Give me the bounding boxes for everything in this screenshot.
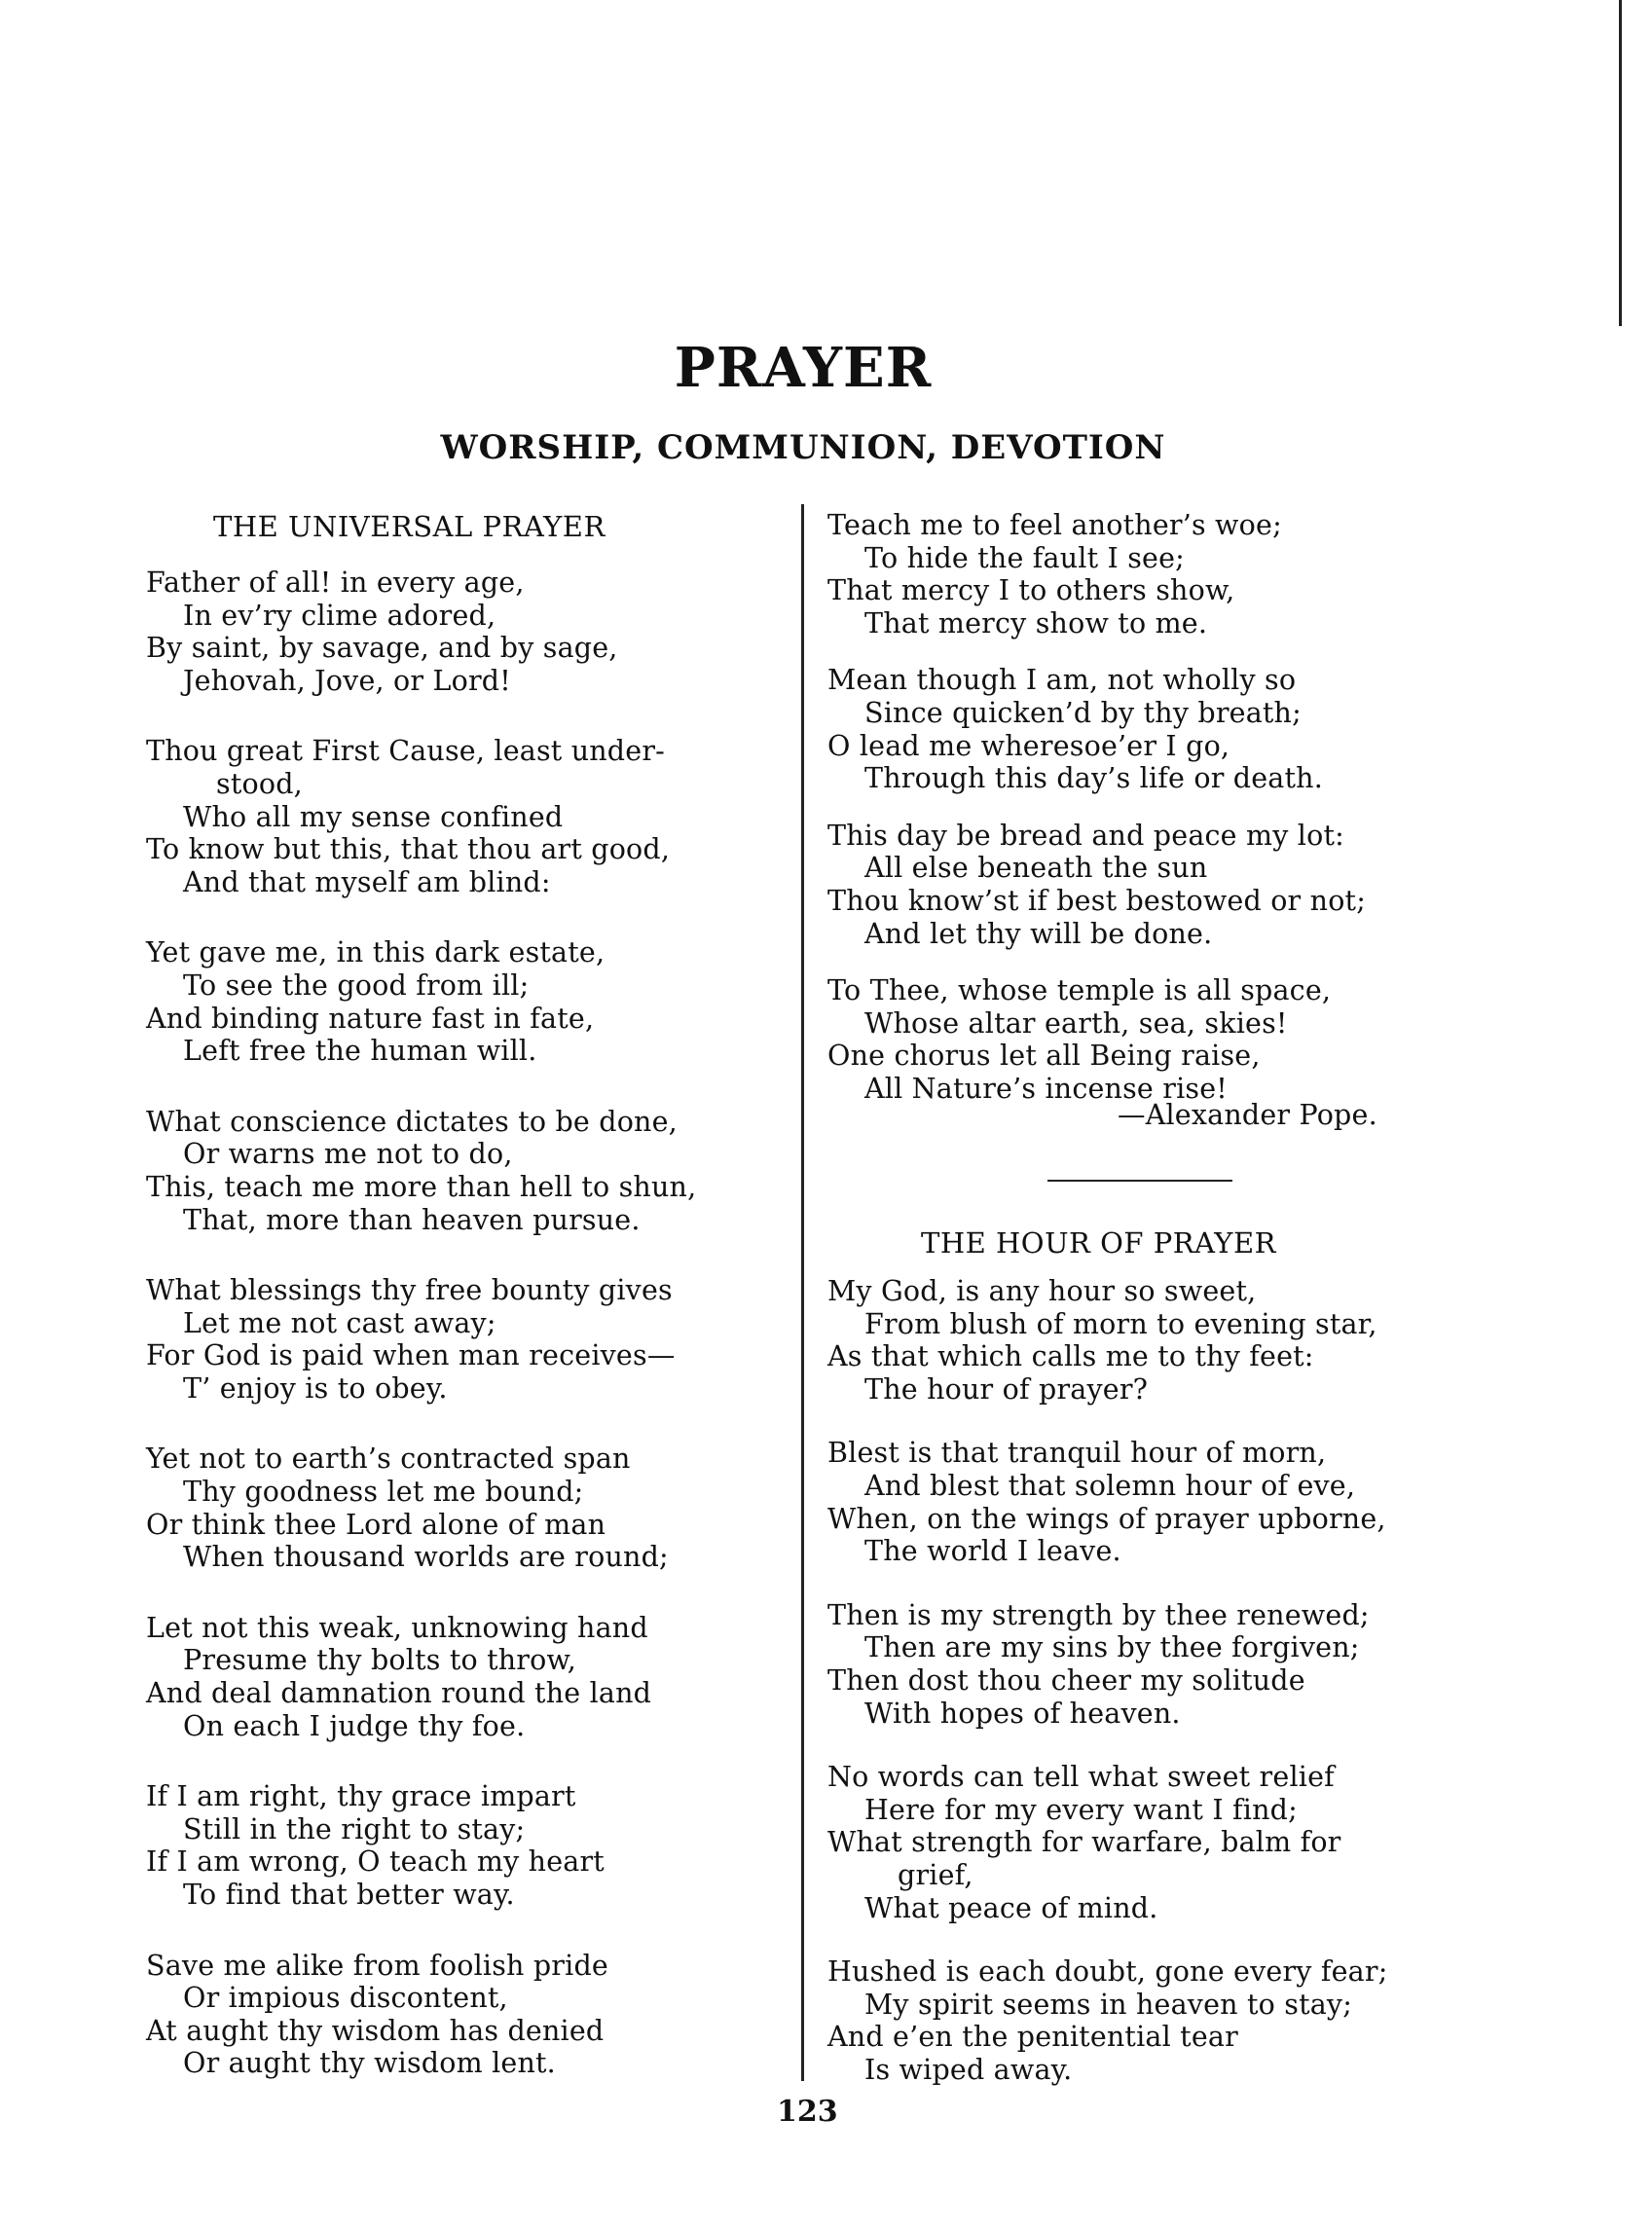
verse-line: Left free the human will. (183, 1035, 537, 1068)
verse-line: Or think thee Lord alone of man (146, 1508, 606, 1541)
verse-line: Or warns me not to do, (183, 1138, 513, 1171)
verse-line: By saint, by savage, and by sage, (146, 632, 618, 665)
verse-line: What strength for warfare, balm for (827, 1826, 1341, 1859)
verse-line: Jehovah, Jove, or Lord! (183, 664, 511, 697)
verse-line: And binding nature fast in fate, (146, 1002, 595, 1035)
verse-line: Yet gave me, in this dark estate, (146, 936, 606, 969)
stanza (146, 1950, 696, 2080)
scan-edge-line (1619, 0, 1622, 326)
verse-line: That, more than heaven pursue. (183, 1203, 641, 1236)
verse-line: If I am right, thy grace impart (146, 1780, 576, 1813)
verse-line: My spirit seems in heaven to stay; (864, 1988, 1353, 2021)
verse-line: Then dost thou cheer my solitude (827, 1663, 1305, 1697)
stanza (827, 820, 1366, 950)
verse-line: Through this day’s life or death. (864, 762, 1323, 795)
verse-line: All else beneath the sun (864, 852, 1208, 885)
verse-line: Then are my sins by thee forgiven; (864, 1631, 1360, 1664)
universal-prayer-left-column (146, 566, 696, 2118)
stanza (146, 1612, 696, 1742)
verse-line: To see the good from ill; (183, 968, 530, 1002)
poem-author: —Alexander Pope. (1118, 1099, 1377, 1131)
verse-line: From blush of morn to evening star, (864, 1307, 1377, 1340)
verse-line: This day be bread and peace my lot: (827, 819, 1344, 852)
verse-line: Let not this weak, unknowing hand (146, 1611, 648, 1644)
verse-line: T’ enjoy is to obey. (183, 1371, 448, 1405)
verse-line: Save me alike from foolish pride (146, 1949, 608, 1982)
verse-line: With hopes of heaven. (864, 1697, 1181, 1730)
poem-title-hour-of-prayer: THE HOUR OF PRAYER (921, 1226, 1276, 1260)
verse-line: stood, (216, 767, 303, 800)
stanza (146, 1443, 696, 1573)
verse-line: Or impious discontent, (183, 1982, 508, 2015)
verse-line: Father of all! in every age, (146, 566, 525, 599)
verse-line: And deal damnation round the land (146, 1677, 652, 1710)
verse-line: Who all my sense confined (183, 800, 564, 833)
verse-line: In ev’ry clime adored, (183, 599, 496, 632)
stanza (827, 1275, 1388, 1406)
page-number: 123 (777, 2095, 838, 2129)
verse-line: If I am wrong, O teach my heart (146, 1845, 605, 1879)
universal-prayer-right-column (827, 509, 1366, 1130)
verse-line: Teach me to feel another’s woe; (827, 509, 1282, 541)
verse-line: Presume thy bolts to throw, (183, 1644, 576, 1677)
verse-line: What blessings thy free bounty gives (146, 1274, 673, 1307)
column-divider (801, 504, 804, 2081)
section-subtitle: WORSHIP, COMMUNION, DEVOTION (440, 428, 1166, 467)
verse-line: When thousand worlds are round; (183, 1541, 669, 1574)
stanza (827, 509, 1366, 639)
stanza (146, 735, 696, 898)
verse-line: To hide the fault I see; (864, 541, 1185, 574)
attribution-block (827, 1099, 1377, 1132)
verse-line: For God is paid when man receives— (146, 1339, 676, 1372)
verse-line: At aught thy wisdom has denied (146, 2014, 605, 2047)
verse-line: My God, is any hour so sweet, (827, 1275, 1257, 1307)
stanza (827, 1599, 1388, 1730)
verse-line: What peace of mind. (864, 1891, 1158, 1924)
verse-line: The world I leave. (864, 1535, 1121, 1568)
verse-line: grief, (898, 1858, 973, 1891)
stanza (827, 974, 1366, 1105)
verse-line: O lead me wheresoe’er I go, (827, 729, 1230, 762)
verse-line: Thou great First Cause, least under- (146, 735, 665, 768)
verse-line: Still in the right to stay; (183, 1812, 526, 1845)
stanza (146, 1274, 696, 1405)
verse-line: To know but this, that thou art good, (146, 833, 671, 866)
verse-line: All Nature’s incense rise! (864, 1072, 1228, 1105)
verse-line: That mercy show to me. (864, 606, 1208, 639)
stanza (146, 1106, 696, 1236)
hour-of-prayer-poem (827, 1275, 1388, 2117)
verse-line: Let me not cast away; (183, 1306, 496, 1339)
verse-line: And that myself am blind: (183, 865, 551, 898)
verse-line: Hushed is each doubt, gone every fear; (827, 1955, 1388, 1989)
verse-line: No words can tell what sweet relief (827, 1761, 1335, 1794)
stanza (146, 936, 696, 1067)
verse-line: As that which calls me to thy feet: (827, 1340, 1314, 1373)
verse-line: What conscience dictates to be done, (146, 1105, 678, 1138)
stanza (827, 1437, 1388, 1567)
verse-line: And let thy will be done. (864, 917, 1213, 950)
verse-line: That mercy I to others show, (827, 574, 1235, 607)
verse-line: One chorus let all Being raise, (827, 1040, 1261, 1073)
poem-title-universal-prayer: THE UNIVERSAL PRAYER (213, 510, 606, 543)
stanza (827, 664, 1366, 794)
page-title: PRAYER (674, 336, 933, 400)
verse-line: Is wiped away. (864, 2053, 1073, 2086)
verse-line: Or aught thy wisdom lent. (183, 2047, 556, 2080)
verse-line: Since quicken’d by thy breath; (864, 696, 1302, 729)
verse-line: And blest that solemn hour of eve, (864, 1469, 1356, 1502)
verse-line: Thou know’st if best bestowed or not; (827, 884, 1367, 917)
verse-line: Mean though I am, not wholly so (827, 664, 1297, 697)
stanza (827, 1955, 1388, 2086)
verse-line: Whose altar earth, sea, skies! (864, 1006, 1288, 1040)
verse-line: Yet not to earth’s contracted span (146, 1443, 631, 1476)
stanza (146, 1780, 696, 1911)
verse-line: When, on the wings of prayer upborne, (827, 1502, 1386, 1535)
verse-line: And e’en the penitential tear (827, 2021, 1238, 2054)
verse-line: This, teach me more than hell to shun, (146, 1170, 697, 1203)
stanza (827, 1761, 1388, 1924)
verse-line: Then is my strength by thee renewed; (827, 1598, 1370, 1631)
verse-line: To find that better way. (183, 1879, 515, 1911)
verse-line: Blest is that tranquil hour of morn, (827, 1437, 1327, 1470)
verse-line: Thy goodness let me bound; (183, 1476, 584, 1509)
section-rule (1047, 1180, 1232, 1182)
verse-line: Here for my every want I find; (864, 1793, 1298, 1826)
verse-line: The hour of prayer? (864, 1372, 1149, 1406)
verse-line: To Thee, whose temple is all space, (827, 974, 1332, 1007)
stanza (146, 566, 696, 697)
verse-line: On each I judge thy foe. (183, 1709, 526, 1742)
